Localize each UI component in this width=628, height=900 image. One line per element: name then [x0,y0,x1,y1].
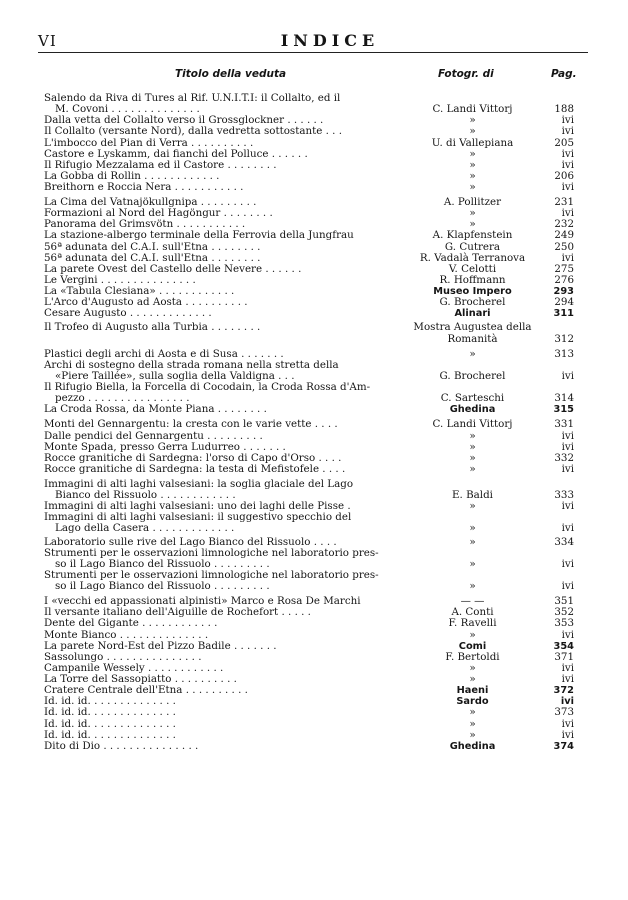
entry-photographer: F. Bertoldi [445,650,500,663]
page-title: INDICE [280,31,380,50]
entry-photographer: Alinari [454,308,491,320]
index-entry [0,322,628,333]
entry-page-number: ivi [561,429,574,442]
entry-photographer: R. Hoffmann [439,273,506,286]
column-header-title: Titolo della veduta [175,68,287,80]
entry-page-number: ivi [561,728,574,741]
entry-title: Sassolungo . . . . . . . . . . . . . . . [44,650,202,663]
entry-photographer: A. Pollitzer [443,196,502,209]
entry-photographer: » [469,557,476,570]
entry-photographer: U. di Vallepiana [431,136,514,149]
entry-title: Il Rifugio Mezzalama ed il Castore . . . . . . . . [44,158,277,171]
entry-title: Plastici degli archi di Aosta e di Susa . . . . . . . [44,347,284,360]
entry-title: 56ª adunata del C.A.I. sull'Etna . . . . . . . . [44,240,261,253]
column-header-page: Pag. [551,68,577,80]
entry-title: Dalle pendici del Gennargentu . . . . . . . . . [44,429,263,442]
entry-page-number: ivi [561,462,574,475]
entry-page-number: ivi [561,661,574,674]
entry-photographer: F. Ravelli [448,617,497,630]
entry-page-number: ivi [561,628,574,641]
entry-page-number: 371 [554,650,574,663]
entry-page-number: 351 [554,595,574,608]
entry-photographer: » [469,661,476,674]
entry-photographer: » [469,728,476,741]
entry-photographer: » [469,522,476,535]
column-header-photographer: Fotogr. di [438,68,494,80]
entry-title: Id. id. id. . . . . . . . . . . . . . [44,728,176,741]
entry-photographer: G. Brocherel [439,296,506,309]
entry-page-number: 331 [554,418,574,431]
entry-photographer: Comi [458,640,487,652]
entry-photographer: Ghedina [449,740,496,752]
entry-photographer: » [469,147,476,160]
entry-page-number: ivi [561,147,574,160]
entry-page-number: 276 [554,273,574,286]
index-entry [0,442,628,453]
entry-page-number: ivi [561,251,574,264]
entry-title: so il Lago Bianco del Rissuolo . . . . . . . . . [55,580,270,592]
entry-photographer: » [469,125,476,138]
index-entry [0,149,628,160]
entry-title: La Croda Rossa, da Monte Piana . . . . . . . . [44,403,267,416]
entry-title: La Cima del Vatnajökullgnipa . . . . . . . . . [44,196,257,209]
entry-title: Id. id. id. . . . . . . . . . . . . . [44,717,176,730]
entry-photographer: » [469,218,476,231]
index-entry [0,308,628,319]
entry-title: Dente del Gigante . . . . . . . . . . . . [44,617,218,630]
entry-page-number: ivi [561,181,574,193]
entry-photographer: » [469,429,476,442]
page-number: VI [38,32,57,50]
entry-page-number: 354 [553,640,574,652]
entry-photographer: » [469,706,476,719]
entry-title: Le Vergini . . . . . . . . . . . . . . . [44,273,196,286]
entry-title: Dalla vetta del Collalto verso il Grossglockner . . . . . . [44,114,324,127]
entry-title: La Gobba di Rollin . . . . . . . . . . . . [44,169,220,182]
entry-title: Bianco del Rissuolo . . . . . . . . . . . . [55,489,236,502]
index-entry [0,431,628,442]
entry-title: Immagini di alti laghi valsesiani: uno dei laghi delle Pisse . [44,500,351,513]
entry-page-number: 275 [554,262,574,275]
index-entry [0,719,628,730]
entry-page-number: 315 [553,404,574,416]
entry-title: Formazioni al Nord del Hagöngur . . . . . . . . [44,207,273,220]
entry-title: I «vecchi ed appassionati alpinisti» Marco e Rosa De Marchi [44,595,361,608]
entry-page-number: 205 [554,136,574,149]
entry-title: Il Collalto (versante Nord), dalla vedretta sottostante . . . [44,125,342,138]
entry-photographer: » [469,181,476,193]
entry-title: Id. id. id. . . . . . . . . . . . . . [44,695,176,708]
index-entry [0,537,628,548]
entry-page-number: 249 [554,229,574,242]
index-entry [0,464,628,475]
entry-page-number: ivi [560,696,574,708]
index-entry [0,334,628,345]
entry-title: 56ª adunata del C.A.I. sull'Etna . . . . . . . . [44,251,261,264]
entry-title: Rocce granitiche di Sardegna: l'orso di Capo d'Orso . . . . [44,451,342,464]
entry-title: La Torre del Sassopiatto . . . . . . . . . . [44,673,237,685]
entry-photographer: Mostra Augustea della [413,321,532,334]
entry-title: Immagini di alti laghi valsesiani: il suggestivo specchio del [44,511,352,524]
entry-title: Rocce granitiche di Sardegna: la testa di Mefistofele . . . . [44,462,346,475]
entry-photographer: A. Klapfenstein [432,229,513,242]
index-entry [0,182,628,193]
entry-title: Il Trofeo di Augusto alla Turbia . . . . . . . . [44,321,261,334]
entry-page-number: 313 [554,347,574,360]
entry-title: L'Arco d'Augusto ad Aosta . . . . . . . . . . [44,296,248,309]
entry-photographer: » [469,500,476,513]
entry-title: L'imbocco del Pian di Verra . . . . . . . . . . [44,136,254,149]
entry-photographer: — — [460,595,485,608]
entry-photographer: C. Landi Vittorj [432,418,513,431]
entry-page-number: ivi [561,125,574,138]
entry-title: so il Lago Bianco del Rissuolo . . . . . . . . . [55,557,270,570]
entry-page-number: 314 [554,392,574,405]
entry-photographer: » [469,347,476,360]
entry-page-number: 332 [554,451,574,464]
entry-photographer: » [469,451,476,464]
entry-title: Campanile Wessely . . . . . . . . . . . . [44,661,224,674]
entry-page-number: 333 [554,489,574,502]
entry-title: Cesare Augusto . . . . . . . . . . . . . [44,307,212,320]
entry-page-number: ivi [561,522,574,535]
entry-title: Monti del Gennargentu: la cresta con le varie vette . . . . [44,418,338,431]
entry-page-number: ivi [561,500,574,513]
index-entry [0,230,628,241]
entry-page-number: 312 [554,332,574,345]
entry-page-number: 293 [553,286,574,297]
entry-title: Dito di Dio . . . . . . . . . . . . . . . [44,739,199,752]
entry-page-number: 373 [554,706,574,719]
entry-page-number: 352 [554,606,574,619]
entry-photographer: » [469,580,476,592]
entry-page-number: ivi [561,580,574,592]
index-entry [0,707,628,718]
index-entry [0,641,628,652]
entry-page-number: ivi [561,369,574,382]
entry-photographer: » [469,169,476,182]
entry-title: Laboratorio sulle rive del Lago Bianco del Rissuolo . . . . [44,535,337,548]
entry-title: La «Tabula Clesiana» . . . . . . . . . . . . [44,285,235,297]
index-entry [0,404,628,415]
entry-photographer: Museo Impero [433,286,512,297]
index-entry [0,730,628,741]
entry-title: La parete Ovest del Castello delle Nevere . . . . . . [44,262,302,275]
entry-title: «Piere Taillée», sulla soglia della Valdigna . . . [55,369,295,382]
index-entry [0,523,628,534]
index-entry [0,138,628,149]
entry-photographer: V. Celotti [448,262,497,275]
entry-page-number: 372 [553,685,574,697]
entry-page-number: ivi [561,158,574,171]
entry-title: Strumenti per le osservazioni limnologiche nel laboratorio pres- [44,546,379,559]
entry-title: Breithorn e Roccia Nera . . . . . . . . . . . [44,181,244,193]
entry-title: Il versante italiano dell'Aiguille de Rochefort . . . . . [44,606,311,619]
index-entry [0,630,628,641]
entry-title: Strumenti per le osservazioni limnologiche nel laboratorio pres- [44,568,379,581]
entry-photographer: » [469,628,476,641]
index-entry [0,618,628,629]
entry-title: Immagini di alti laghi valsesiani: la soglia glaciale del Lago [44,478,354,490]
entry-page-number: 188 [554,103,574,116]
entry-title: Id. id. id. . . . . . . . . . . . . . [44,706,176,719]
entry-page-number: 231 [554,196,574,209]
entry-photographer: E. Baldi [452,489,493,502]
index-entry [0,741,628,752]
entry-photographer: » [469,158,476,171]
entry-title: Cratere Centrale dell'Etna . . . . . . . . . . [44,684,248,697]
entry-title: Salendo da Riva di Tures al Rif. U.N.I.T.I: il Collalto, ed il [44,92,341,104]
entry-page-number: 374 [553,740,574,752]
entry-photographer: Sardo [456,696,489,708]
entry-photographer: » [469,440,476,453]
entry-page-number: 353 [554,617,574,630]
index-entry [0,242,628,253]
entry-title: La stazione-albergo terminale della Ferrovia della Jungfrau [44,229,354,242]
entry-title: Archi di sostegno della strada romana nella stretta della [44,358,339,371]
entry-page-number: ivi [561,673,574,685]
entry-photographer: » [469,673,476,685]
entry-title: Il Rifugio Biella, la Forcella di Cocodain, la Croda Rossa d'Am- [44,381,371,393]
index-entry [0,349,628,360]
entry-photographer: C. Landi Vittorj [432,103,513,116]
entry-photographer: G. Cutrera [444,240,501,253]
entry-page-number: 334 [554,535,574,548]
entry-title: Lago della Casera . . . . . . . . . . . . . [55,522,235,535]
entry-photographer: C. Sarteschi [440,392,505,405]
index-entry [0,126,628,137]
entry-photographer: » [469,462,476,475]
entry-photographer: » [469,114,476,127]
entry-page-number: ivi [561,207,574,220]
entry-photographer: » [469,207,476,220]
entry-photographer: » [469,535,476,548]
entry-photographer: A. Conti [451,606,494,619]
entry-page-number: ivi [561,440,574,453]
entry-page-number: 294 [554,296,574,309]
entry-page-number: 250 [554,240,574,253]
entry-title: Castore e Lyskamm, dai fianchi del Polluce . . . . . . [44,147,308,160]
entry-photographer: Romanità [447,332,498,345]
index-entry [0,581,628,592]
index-entry [0,419,628,430]
entry-page-number: ivi [561,557,574,570]
entry-page-number: ivi [561,114,574,127]
entry-title: La parete Nord-Est del Pizzo Badile . . . . . . . [44,639,277,652]
entry-page-number: ivi [561,717,574,730]
entry-photographer: Ghedina [449,404,496,416]
entry-photographer: Haeni [456,685,489,697]
entry-page-number: 206 [554,169,574,182]
entry-page-number: 311 [553,308,574,320]
entry-page-number: 232 [554,218,574,231]
entry-title: pezzo . . . . . . . . . . . . . . . . [55,392,190,405]
entry-photographer: R. Vadalà Terranova [419,251,526,264]
entry-photographer: » [469,717,476,730]
entry-title: Monte Bianco . . . . . . . . . . . . . . [44,628,209,641]
entry-photographer: G. Brocherel [439,369,506,382]
entry-title: Monte Spada, presso Gerra Ludurreo . . . . . . . [44,440,286,453]
entry-title: M. Covoni . . . . . . . . . . . . . . [55,103,200,116]
entry-title: Panorama del Grimsvötn . . . . . . . . . . . [44,218,246,231]
